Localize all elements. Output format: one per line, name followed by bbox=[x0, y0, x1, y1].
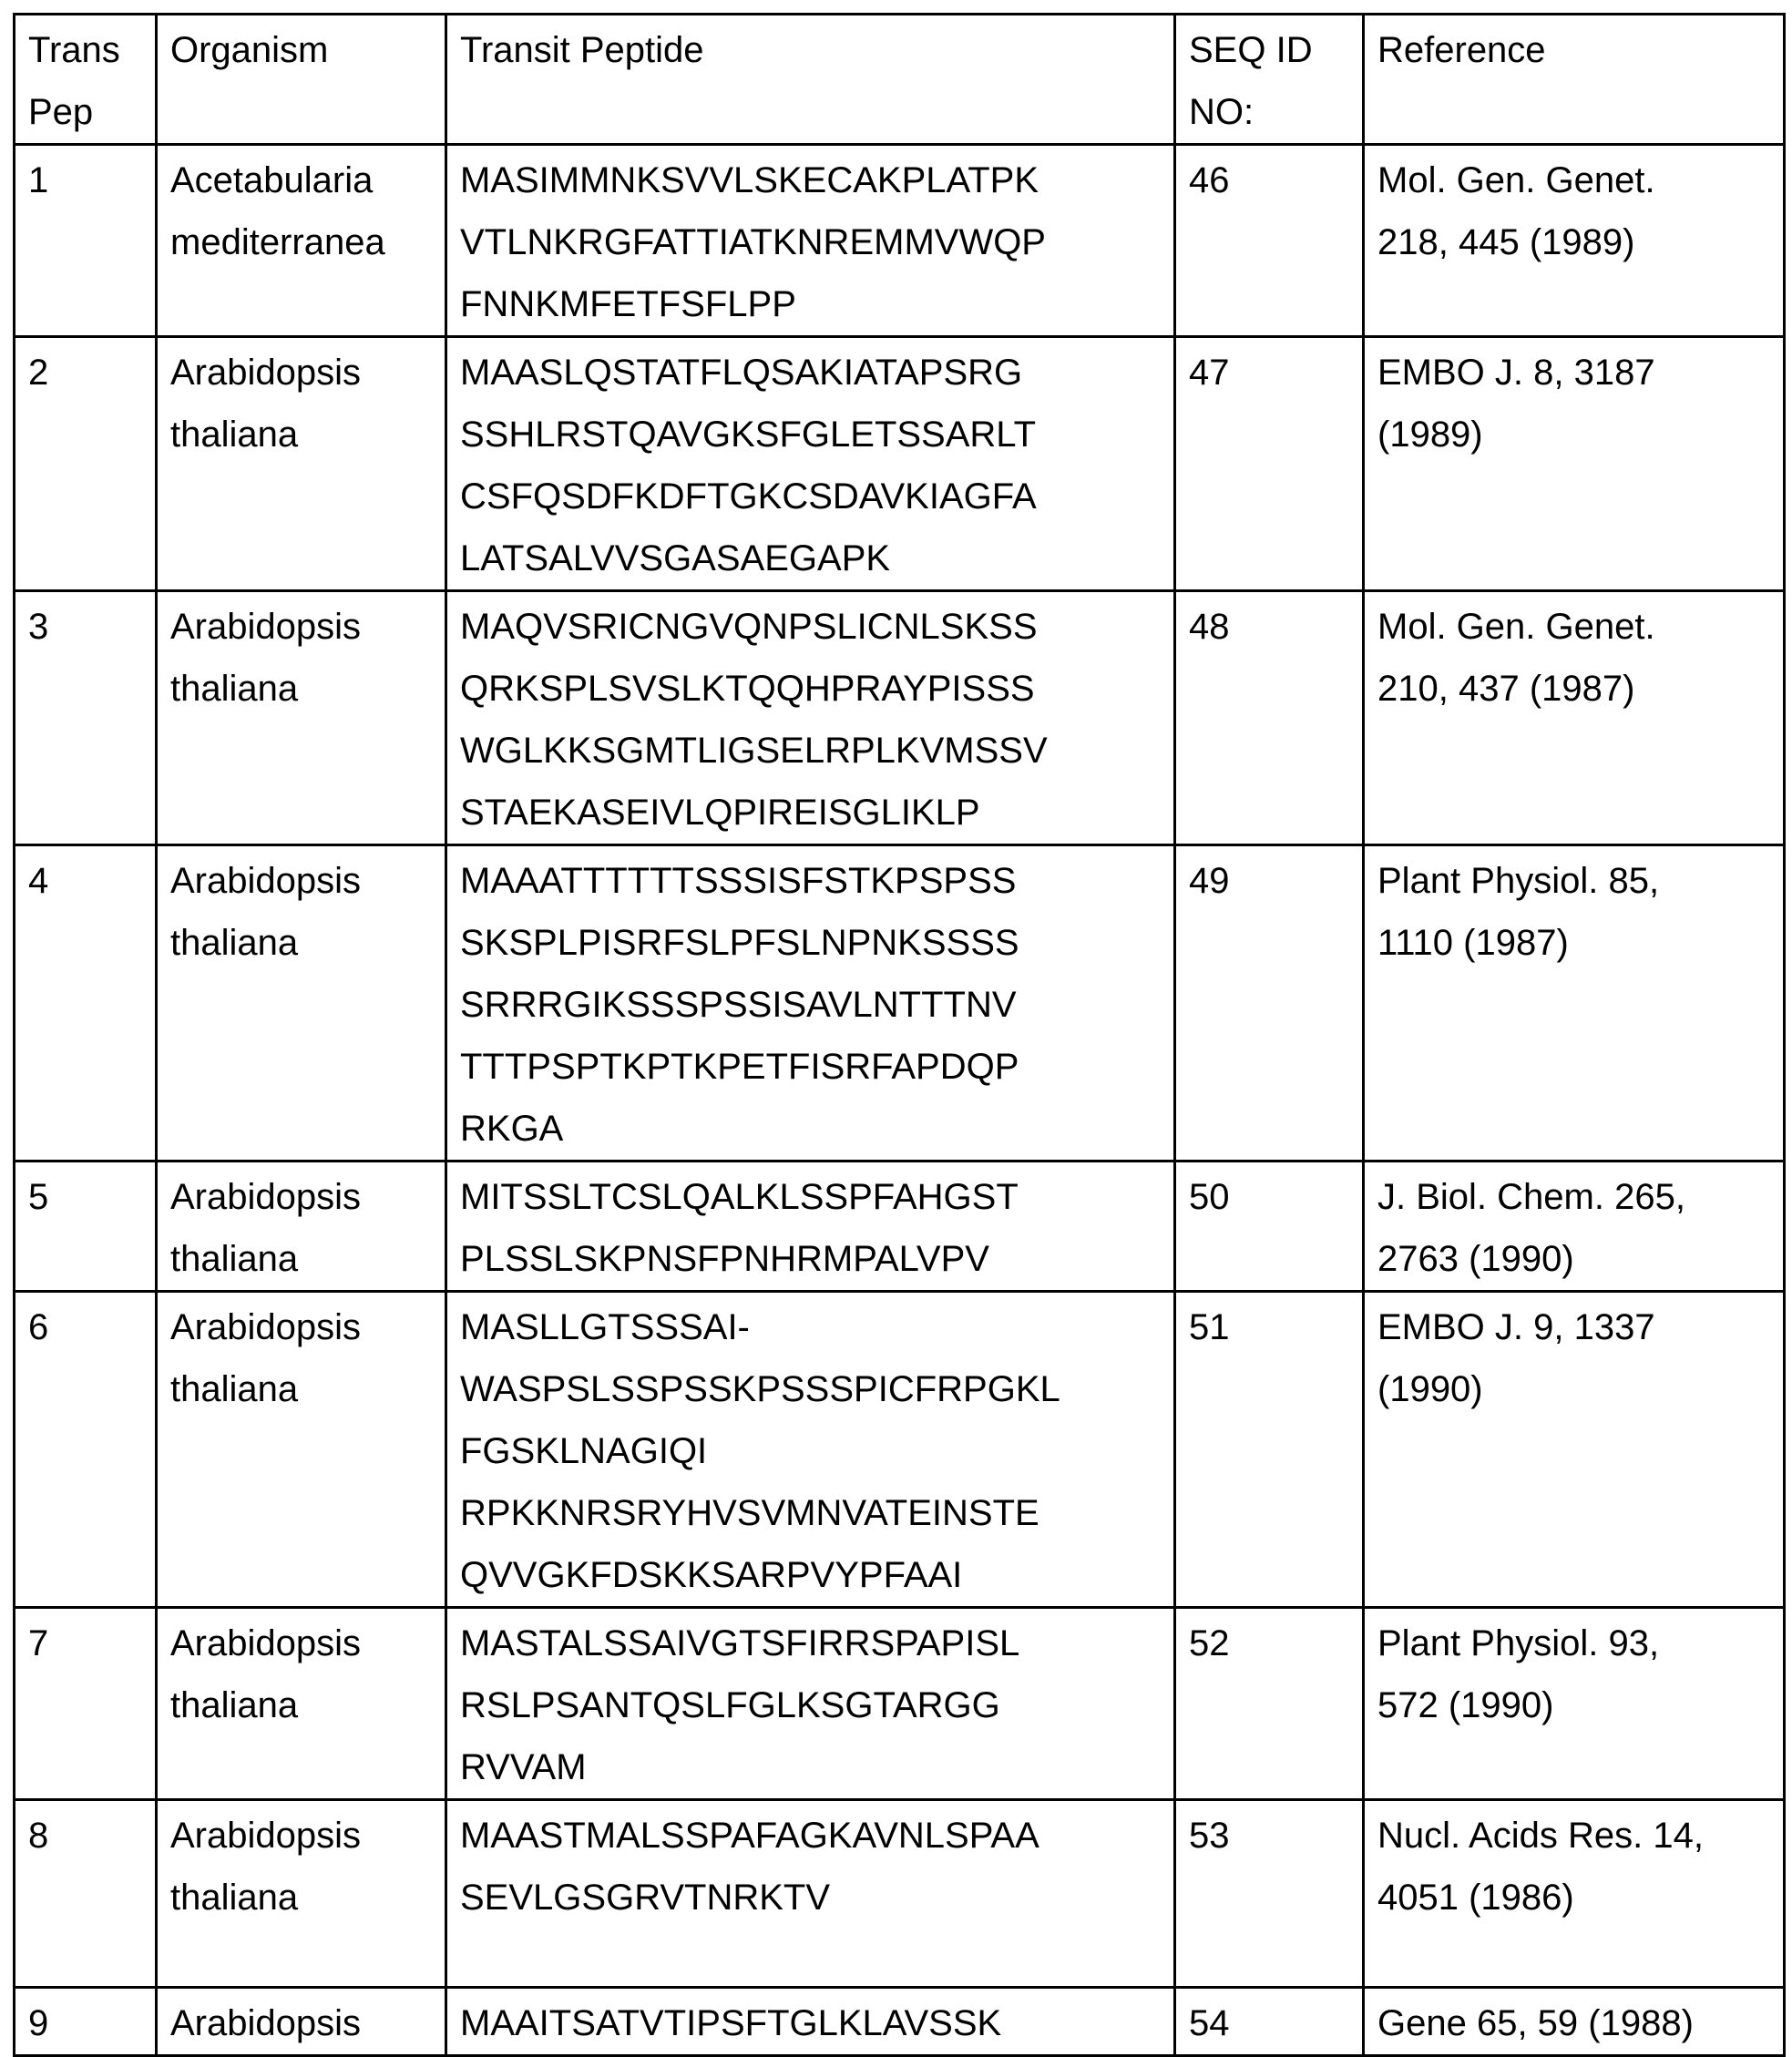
table-row bbox=[15, 1162, 1785, 1292]
header-reference: Reference bbox=[1364, 15, 1785, 145]
header-row bbox=[15, 15, 1785, 145]
row-number: 7 bbox=[15, 1608, 157, 1800]
reference-cell: Mol. Gen. Genet. 210, 437 (1987) bbox=[1364, 591, 1785, 845]
table-row bbox=[15, 1608, 1785, 1800]
reference-cell: Mol. Gen. Genet. 218, 445 (1989) bbox=[1364, 145, 1785, 337]
peptide-sequence-cell: MAQVSRICNGVQNPSLICNLSKSS QRKSPLSVSLKTQQHPRAYPISSS WGLKKSGMTLIGSELRPLKVMSSV STAEKASEIVLQPIREISGLIKLP bbox=[446, 591, 1175, 845]
row-number: 2 bbox=[15, 337, 157, 591]
organism-cell: Arabidopsis thaliana bbox=[157, 1292, 446, 1608]
table-row bbox=[15, 1800, 1785, 1988]
row-number: 6 bbox=[15, 1292, 157, 1608]
seq-id-cell: 50 bbox=[1175, 1162, 1364, 1292]
reference-cell: Nucl. Acids Res. 14, 4051 (1986) bbox=[1364, 1800, 1785, 1988]
table-row bbox=[15, 845, 1785, 1162]
peptide-sequence-cell: MAAITSATVTIPSFTGLKLAVSSK bbox=[446, 1988, 1175, 2056]
organism-cell: Arabidopsis thaliana bbox=[157, 845, 446, 1162]
row-number: 8 bbox=[15, 1800, 157, 1988]
reference-cell: EMBO J. 9, 1337 (1990) bbox=[1364, 1292, 1785, 1608]
organism-cell: Arabidopsis thaliana bbox=[157, 591, 446, 845]
peptide-sequence-cell: MAASTMALSSPAFAGKAVNLSPAA SEVLGSGRVTNRKTV bbox=[446, 1800, 1175, 1988]
peptide-sequence-cell: MASLLGTSSSAI- WASPSLSSPSSKPSSSPICFRPGKL FGSKLNAGIQI RPKKNRSRYHVSVMNVATEINSTE QVVGKFDSKKSARPVYPFAAI bbox=[446, 1292, 1175, 1608]
reference-cell: Gene 65, 59 (1988) bbox=[1364, 1988, 1785, 2056]
table-row bbox=[15, 591, 1785, 845]
row-number: 3 bbox=[15, 591, 157, 845]
peptide-sequence-cell: MASTALSSAIVGTSFIRRSPAPISL RSLPSANTQSLFGLKSGTARGG RVVAM bbox=[446, 1608, 1175, 1800]
header-organism: Organism bbox=[157, 15, 446, 145]
seq-id-cell: 51 bbox=[1175, 1292, 1364, 1608]
seq-id-cell: 53 bbox=[1175, 1800, 1364, 1988]
row-number: 5 bbox=[15, 1162, 157, 1292]
seq-id-cell: 49 bbox=[1175, 845, 1364, 1162]
organism-cell: Arabidopsis thaliana bbox=[157, 1800, 446, 1988]
reference-cell: Plant Physiol. 85, 1110 (1987) bbox=[1364, 845, 1785, 1162]
table-row bbox=[15, 145, 1785, 337]
row-number: 1 bbox=[15, 145, 157, 337]
table-row bbox=[15, 1988, 1785, 2056]
row-number: 4 bbox=[15, 845, 157, 1162]
reference-cell: EMBO J. 8, 3187 (1989) bbox=[1364, 337, 1785, 591]
organism-cell: Acetabularia mediterranea bbox=[157, 145, 446, 337]
header-seq-id: SEQ ID NO: bbox=[1175, 15, 1364, 145]
seq-id-cell: 54 bbox=[1175, 1988, 1364, 2056]
peptide-sequence-cell: MAASLQSTATFLQSAKIATAPSRG SSHLRSTQAVGKSFGLETSSARLT CSFQSDFKDFTGKCSDAVKIAGFA LATSALVVSGASAEGAPK bbox=[446, 337, 1175, 591]
header-trans-pep: Trans Pep bbox=[15, 15, 157, 145]
reference-cell: Plant Physiol. 93, 572 (1990) bbox=[1364, 1608, 1785, 1800]
organism-cell: Arabidopsis bbox=[157, 1988, 446, 2056]
transit-peptide-table bbox=[13, 13, 1786, 2057]
peptide-sequence-cell: MITSSLTCSLQALKLSSPFAHGST PLSSLSKPNSFPNHRMPALVPV bbox=[446, 1162, 1175, 1292]
seq-id-cell: 52 bbox=[1175, 1608, 1364, 1800]
seq-id-cell: 46 bbox=[1175, 145, 1364, 337]
table-row bbox=[15, 1292, 1785, 1608]
seq-id-cell: 48 bbox=[1175, 591, 1364, 845]
organism-cell: Arabidopsis thaliana bbox=[157, 1608, 446, 1800]
header-transit-peptide: Transit Peptide bbox=[446, 15, 1175, 145]
table-row bbox=[15, 337, 1785, 591]
peptide-sequence-cell: MASIMMNKSVVLSKECAKPLATPK VTLNKRGFATTIATKNREMMVWQP FNNKMFETFSFLPP bbox=[446, 145, 1175, 337]
reference-cell: J. Biol. Chem. 265, 2763 (1990) bbox=[1364, 1162, 1785, 1292]
row-number: 9 bbox=[15, 1988, 157, 2056]
seq-id-cell: 47 bbox=[1175, 337, 1364, 591]
organism-cell: Arabidopsis thaliana bbox=[157, 337, 446, 591]
peptide-sequence-cell: MAAATTTTTTSSSISFSTKPSPSS SKSPLPISRFSLPFSLNPNKSSSS SRRRGIKSSSPSSISAVLNTTTNV TTTPSPTKPTKPETFISRFAPDQP RKGA bbox=[446, 845, 1175, 1162]
organism-cell: Arabidopsis thaliana bbox=[157, 1162, 446, 1292]
